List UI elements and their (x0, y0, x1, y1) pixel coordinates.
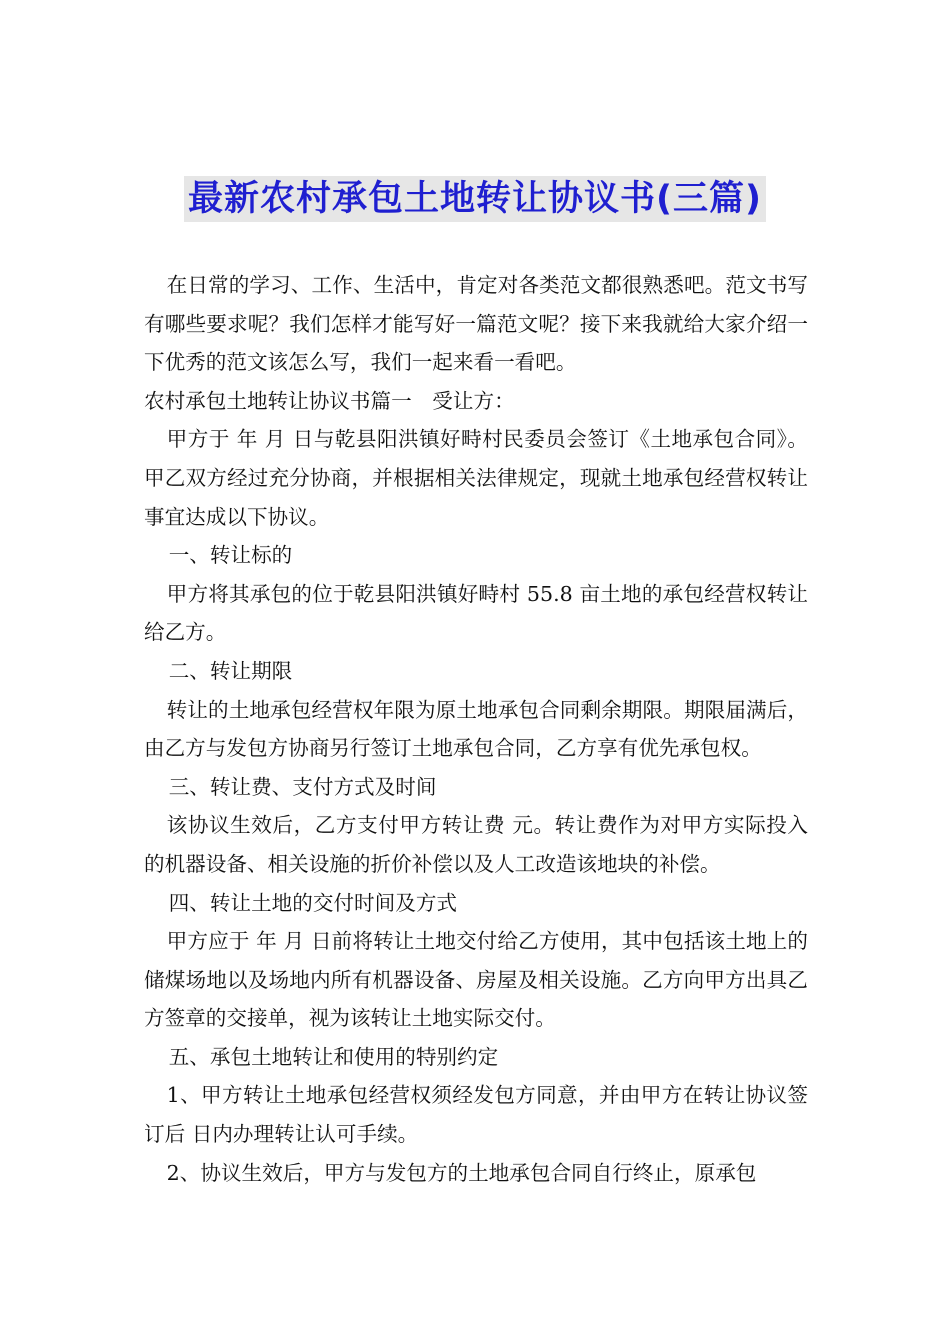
clause-text-1: 甲方将其承包的位于乾县阳洪镇好畤村 55.8 亩土地的承包经营权转让给乙方。 (144, 581, 808, 645)
clause-heading-5: 五、承包土地转让和使用的特别约定 (168, 1044, 499, 1069)
clause-text-3: 该协议生效后，乙方支付甲方转让费 元。转让费作为对甲方实际投入的机器设备、相关设施的折价补偿以及人工改造该地块的补偿。 (144, 813, 808, 876)
clause-item-5-1: 1、甲方转让土地承包经营权须经发包方同意，并由甲方在转让协议签订后 日内办理转让认可手续。 (144, 1083, 808, 1147)
section-heading-chapter-one: 农村承包土地转让协议书篇一 受让方： (144, 388, 515, 413)
clause-text-2: 转让的土地承包经营权年限为原土地承包合同剩余期限。期限届满后，由乙方与发包方协商另行签订土地承包合同，乙方享有优先承包权。 (144, 697, 808, 761)
document-title: 最新农村承包土地转让协议书(三篇) (184, 176, 766, 222)
clause-heading-1: 一、转让标的 (168, 543, 293, 568)
clause-text-4: 甲方应于 年 月 日前将转让土地交付给乙方使用，其中包括该土地上的储煤场地以及场地内所有机器设备、房屋及相关设施。乙方向甲方出具乙方签章的交接单，视为该转让土地实际交付。 (144, 929, 808, 1031)
clause-item-5-2: 2、协议生效后，甲方与发包方的土地承包合同自行终止，原承包 (166, 1160, 757, 1185)
agreement-preamble: 甲方于 年 月 日与乾县阳洪镇好畤村民委员会签订《土地承包合同》。甲乙双方经过充分协商，并根据相关法律规定，现就土地承包经营权转让事宜达成以下协议。 (144, 427, 808, 529)
clause-heading-4: 四、转让土地的交付时间及方式 (168, 890, 458, 915)
clause-heading-3: 三、转让费、支付方式及时间 (168, 774, 437, 799)
intro-paragraph: 在日常的学习、工作、生活中，肯定对各类范文都很熟悉吧。范文书写有哪些要求呢？我们怎样才能写好一篇范文呢？接下来我就给大家介绍一下优秀的范文该怎么写，我们一起来看一看吧。 (144, 273, 808, 375)
title-wrap (0, 176, 950, 222)
clause-heading-2: 二、转让期限 (168, 658, 293, 683)
document-body (144, 266, 808, 1192)
